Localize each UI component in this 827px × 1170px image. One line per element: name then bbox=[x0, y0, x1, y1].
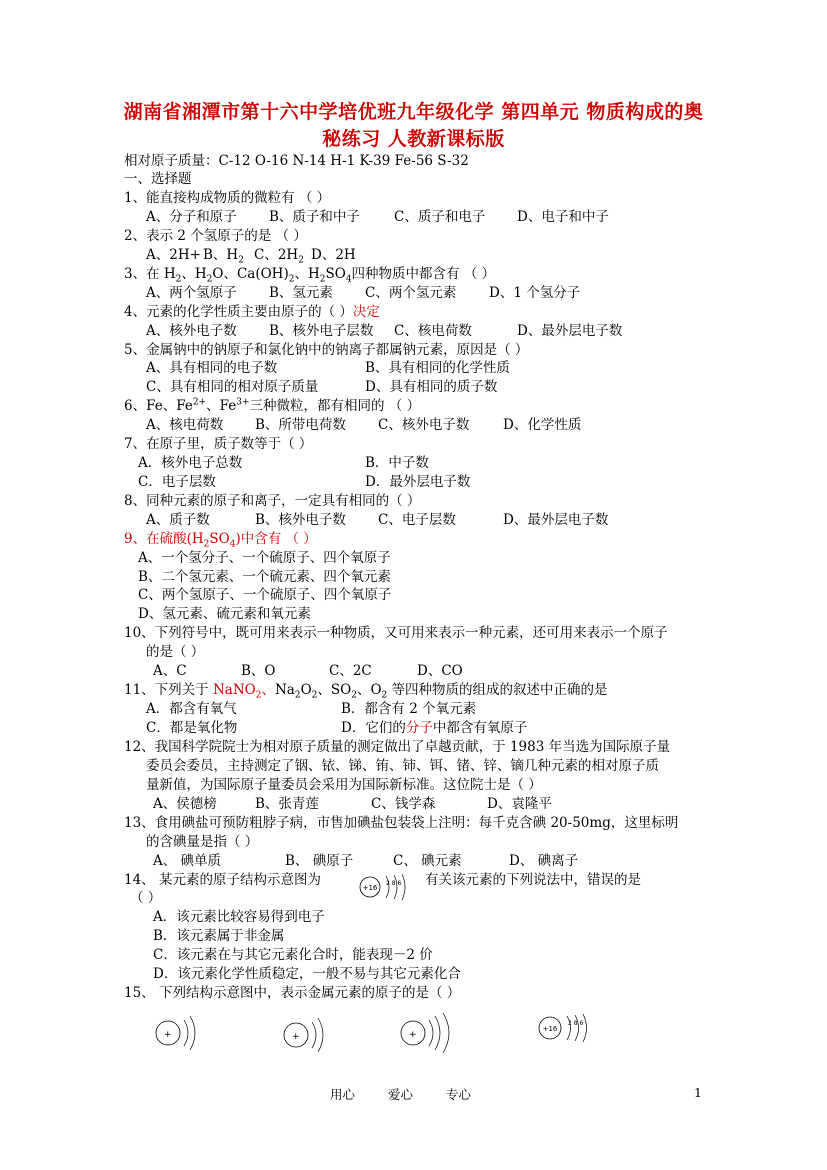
q3-option-d: D、1 个氢分子 bbox=[489, 285, 581, 301]
footer-left: 用心 bbox=[330, 1087, 356, 1102]
q10-option-a: A、C bbox=[153, 663, 187, 679]
q10-option-c: C、2C bbox=[329, 663, 372, 679]
question-14-cont: 有关该元素的下列说法中，错误的是 bbox=[425, 872, 641, 888]
question-5: 5、金属钠中的钠原子和氯化钠中的钠离子都属钠元素，原因是（ ） bbox=[124, 342, 529, 358]
q3-option-c: C、两个氢元素 bbox=[365, 285, 457, 301]
q14-option-d: D．该元素化学性质稳定，一般不易与其它元素化合 bbox=[153, 966, 461, 982]
q4-option-c: C、核电荷数 bbox=[394, 323, 472, 339]
footer-mid: 爱心 bbox=[388, 1087, 414, 1102]
q10-option-d: D、CO bbox=[417, 663, 463, 679]
question-11: 11、下列关于 NaNO$_2$、$Na_2O_2$、$SO_2$、$O_2$ 等四种物质的组成的叙述中正确的是 bbox=[124, 682, 608, 701]
q5-option-b: B、具有相同的化学性质 bbox=[365, 360, 510, 376]
question-1: 1、能直接构成物质的微粒有 （ ） bbox=[124, 190, 331, 206]
q13-option-b: B、 碘原子 bbox=[285, 853, 354, 869]
q14-nucleus-label: +16 bbox=[362, 884, 378, 892]
q15-diagram-c bbox=[395, 1010, 467, 1054]
q13-option-c: C、 碘元素 bbox=[393, 853, 462, 869]
q11-option-b: B．都含有 2 个氧元素 bbox=[341, 701, 477, 717]
question-12-line1: 12、我国科学院院士为相对原子质量的测定做出了卓越贡献，于 1983 年当选为国际原子量 bbox=[124, 739, 671, 755]
q3-option-b: B、氢元素 bbox=[269, 285, 333, 301]
question-13-line1: 13、食用碘盐可预防粗脖子病，市售加碘盐包装袋上注明：每千克含碘 20-50mg，这里标明 bbox=[124, 815, 679, 831]
question-14: 14、 某元素的原子结构示意图为 bbox=[124, 872, 321, 888]
section-heading: 一、选择题 bbox=[124, 171, 192, 187]
q14-option-a: A．该元素比较容易得到电子 bbox=[153, 909, 325, 925]
question-13-line2: 的含碘量是指（ ） bbox=[146, 834, 259, 850]
q4-option-a: A、核外电子数 bbox=[146, 323, 237, 339]
q13-option-d: D、 碘离子 bbox=[509, 853, 579, 869]
q2-option-c: C、$2H_2$ bbox=[254, 247, 304, 266]
q7-option-c: C．电子层数 bbox=[138, 474, 216, 490]
q9-option-c: C、两个氢原子、一个硫原子、四个氧原子 bbox=[138, 587, 392, 603]
q15-d-nucleus-label: +16 bbox=[542, 1025, 558, 1033]
footer-right: 专心 bbox=[446, 1087, 472, 1102]
document-title-line1: 湖南省湘潭市第十六中学培优班九年级化学 第四单元 物质构成的奥 bbox=[123, 101, 704, 123]
q4-option-b: B、核外电子层数 bbox=[269, 323, 374, 339]
question-15: 15、 下列结构示意图中，表示金属元素的原子的是（ ） bbox=[124, 985, 461, 1001]
document-title-line2: 秘练习 人教新课标版 bbox=[322, 128, 505, 150]
page-number: 1 bbox=[694, 1085, 702, 1100]
question-3: 3、在 $H_2$、$H_2O$、$Ca(OH)_2$、$H_2SO_4$四种物质中都含有 （ ） bbox=[124, 266, 496, 285]
q6-option-b: B、所带电荷数 bbox=[255, 417, 346, 433]
question-2: 2、表示 2 个氢原子的是 （ ） bbox=[124, 228, 307, 244]
q1-option-d: D、电子和中子 bbox=[517, 209, 609, 225]
q3-option-a: A、两个氢原子 bbox=[146, 285, 237, 301]
q5-option-d: D、具有相同的质子数 bbox=[365, 379, 498, 395]
question-12-line3: 量新值，为国际原子量委员会采用为国际新标准。这位院士是（ ） bbox=[146, 777, 542, 793]
svg-text:+: + bbox=[164, 1030, 172, 1040]
q11-option-c: C．都是氧化物 bbox=[146, 720, 238, 736]
q2-option-b: B、$H_2$ bbox=[203, 247, 244, 266]
question-12-line2: 委员会委员，主持测定了铟、铱、锑、铕、铈、铒、锗、锌、镝几种元素的相对原子质 bbox=[146, 758, 659, 774]
q6-option-c: C、核外电子数 bbox=[378, 417, 470, 433]
q4-option-d: D、最外层电子数 bbox=[517, 323, 623, 339]
q15-d-shell-electrons: 2 8 6 bbox=[568, 1020, 584, 1027]
q15-diagram-b bbox=[278, 1012, 340, 1056]
svg-text:+: + bbox=[292, 1032, 300, 1042]
q11-option-a: A．都含有氧气 bbox=[146, 701, 237, 717]
q1-option-a: A、分子和原子 bbox=[146, 209, 237, 225]
q15-diagram-a bbox=[150, 1010, 212, 1054]
q14-option-c: C．该元素在与其它元素化合时，能表现－2 价 bbox=[153, 947, 433, 963]
question-6: 6、Fe、$Fe^{2+}$、$Fe^{3+}$三种微粒，都有相同的 （ ） bbox=[124, 397, 421, 414]
atomic-masses: 相对原子质量：C-12 O-16 N-14 H-1 K-39 Fe-56 S-32 bbox=[124, 153, 469, 169]
q14-atom-diagram bbox=[356, 872, 418, 902]
q8-option-b: B、核外电子数 bbox=[255, 512, 346, 528]
q12-option-d: D、袁隆平 bbox=[487, 796, 552, 812]
q8-option-a: A、质子数 bbox=[146, 512, 210, 528]
q6-option-d: D、化学性质 bbox=[503, 417, 582, 433]
q12-option-b: B、张青莲 bbox=[255, 796, 319, 812]
q12-option-c: C、钱学森 bbox=[371, 796, 436, 812]
q14-shell-electrons: 2 8 6 bbox=[386, 880, 402, 887]
question-7: 7、在原子里，质子数等于（ ） bbox=[124, 436, 313, 452]
q8-option-c: C、电子层数 bbox=[378, 512, 456, 528]
q11-option-d: D．它们的分子中都含有氧原子 bbox=[341, 720, 528, 736]
q9-option-d: D、氢元素、硫元素和氧元素 bbox=[138, 606, 311, 622]
question-4: 4、元素的化学性质主要由原子的（ ）决定 bbox=[124, 304, 380, 320]
q6-option-a: A、核电荷数 bbox=[146, 417, 224, 433]
q13-option-a: A、 碘单质 bbox=[153, 853, 222, 869]
q2-option-d: D、2H bbox=[311, 247, 356, 263]
question-10-cont: 的是（ ） bbox=[146, 644, 205, 660]
q10-option-b: B、O bbox=[241, 663, 276, 679]
q5-option-c: C、具有相同的相对原子质量 bbox=[146, 379, 319, 395]
q7-option-a: A．核外电子总数 bbox=[138, 455, 243, 471]
q5-option-a: A、具有相同的电子数 bbox=[146, 360, 278, 376]
q8-option-d: D、最外层电子数 bbox=[503, 512, 609, 528]
q9-option-b: B、二个氢元素、一个硫元素、四个氧元素 bbox=[138, 569, 391, 585]
q1-option-b: B、质子和中子 bbox=[269, 209, 360, 225]
q14-option-b: B．该元素属于非金属 bbox=[153, 928, 285, 944]
question-14-paren: （ ） bbox=[130, 890, 162, 906]
q9-option-a: A、一个氢分子、一个硫原子、四个氧原子 bbox=[138, 550, 391, 566]
svg-text:+: + bbox=[409, 1030, 417, 1040]
q15-diagram-d bbox=[534, 1010, 606, 1054]
question-8: 8、同种元素的原子和离子，一定具有相同的（ ） bbox=[124, 493, 421, 509]
q2-option-a: A、2H+ bbox=[146, 247, 201, 263]
q1-option-c: C、质子和电子 bbox=[394, 209, 486, 225]
question-9: 9、在硫酸$(H_2SO_4)$中含有 （ ） bbox=[124, 531, 317, 550]
question-10: 10、下列符号中，既可用来表示一种物质，又可用来表示一种元素，还可用来表示一个原子 bbox=[124, 625, 668, 641]
q7-option-d: D．最外层电子数 bbox=[365, 474, 471, 490]
q7-option-b: B．中子数 bbox=[365, 455, 429, 471]
q12-option-a: A、侯德榜 bbox=[153, 796, 217, 812]
